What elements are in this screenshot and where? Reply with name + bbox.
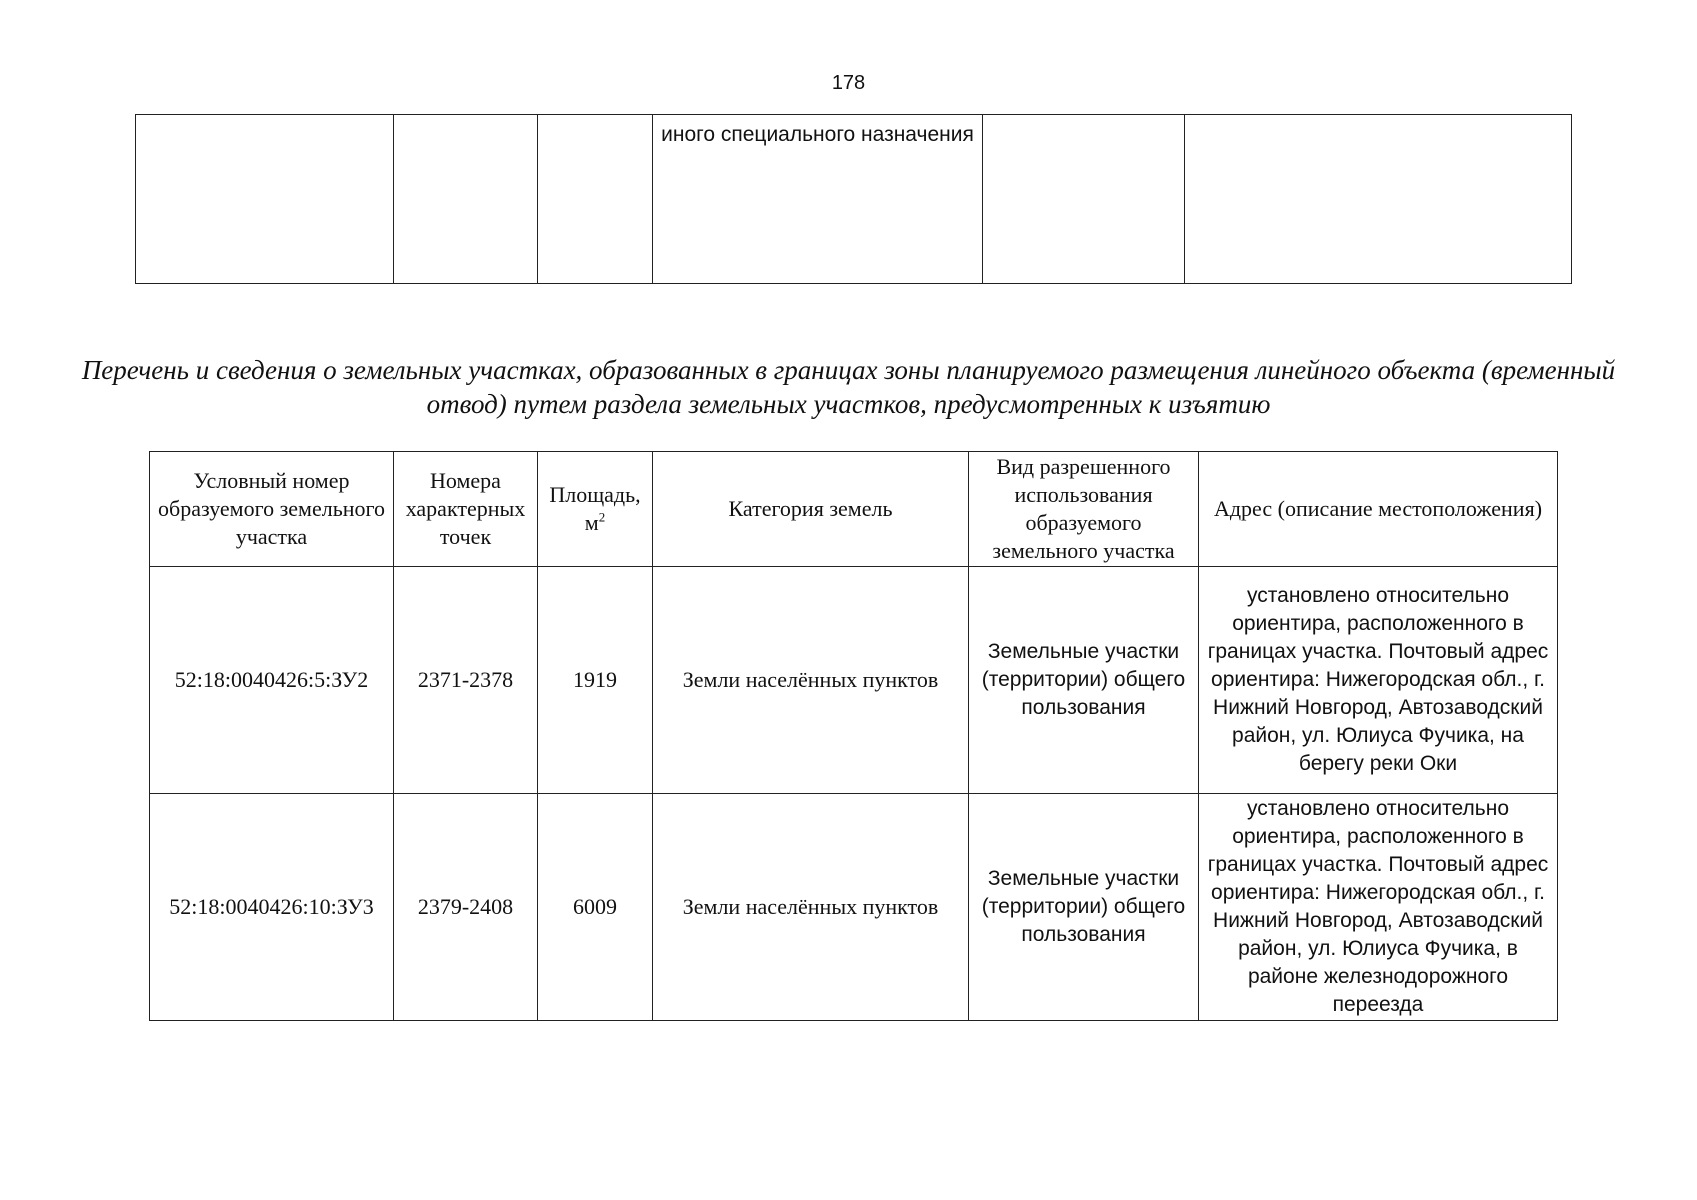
table-row bbox=[150, 567, 1558, 794]
table-cell bbox=[136, 115, 394, 284]
cell-address: установлено относительно ориентира, расположенного в границах участка. Почтовый адрес ориентира: Нижегородская обл., г. Нижний Новгород, Автозаводский район, ул. Юлиуса Фучика, в районе железнодорожного переезда bbox=[1199, 794, 1558, 1021]
table-cell bbox=[1185, 115, 1572, 284]
land-plots-table bbox=[149, 451, 1558, 1021]
cell-category: Земли населённых пунктов bbox=[653, 794, 969, 1021]
cell-usage: Земельные участки (территории) общего пользования bbox=[969, 794, 1199, 1021]
section-title: Перечень и сведения о земельных участках, образованных в границах зоны планируемого размещения линейного объекта (временный отвод) путем раздела земельных участков, предусмотренных к изъятию bbox=[81, 355, 1616, 419]
cell-plot-number: 52:18:0040426:5:ЗУ2 bbox=[150, 567, 394, 794]
cell-area: 6009 bbox=[538, 794, 653, 1021]
cell-usage: Земельные участки (территории) общего пользования bbox=[969, 567, 1199, 794]
cell-points: 2371-2378 bbox=[394, 567, 538, 794]
table-cell bbox=[983, 115, 1185, 284]
table-cell: иного специального назначения bbox=[653, 115, 983, 284]
header-area-superscript: 2 bbox=[598, 509, 606, 525]
header-address: Адрес (описание местоположения) bbox=[1199, 452, 1558, 567]
header-area-label: Площадь, м bbox=[549, 482, 641, 535]
continued-table bbox=[135, 114, 1572, 284]
cell-points: 2379-2408 bbox=[394, 794, 538, 1021]
header-area bbox=[538, 452, 653, 567]
cell-address: установлено относительно ориентира, расположенного в границах участка. Почтовый адрес ориентира: Нижегородская обл., г. Нижний Новгород, Автозаводский район, ул. Юлиуса Фучика, на берегу реки Оки bbox=[1199, 567, 1558, 794]
table-cell bbox=[538, 115, 653, 284]
cell-plot-number: 52:18:0040426:10:ЗУ3 bbox=[150, 794, 394, 1021]
header-points: Номера характерных точек bbox=[394, 452, 538, 567]
table-cell bbox=[394, 115, 538, 284]
cell-area: 1919 bbox=[538, 567, 653, 794]
page-number: 178 bbox=[831, 72, 866, 94]
table-row bbox=[150, 794, 1558, 1021]
header-plot-number: Условный номер образуемого земельного участка bbox=[150, 452, 394, 567]
table-header-row bbox=[150, 452, 1558, 567]
table-row bbox=[136, 115, 1572, 284]
cell-category: Земли населённых пунктов bbox=[653, 567, 969, 794]
header-usage: Вид разрешенного использования образуемого земельного участка bbox=[969, 452, 1199, 567]
header-category: Категория земель bbox=[653, 452, 969, 567]
